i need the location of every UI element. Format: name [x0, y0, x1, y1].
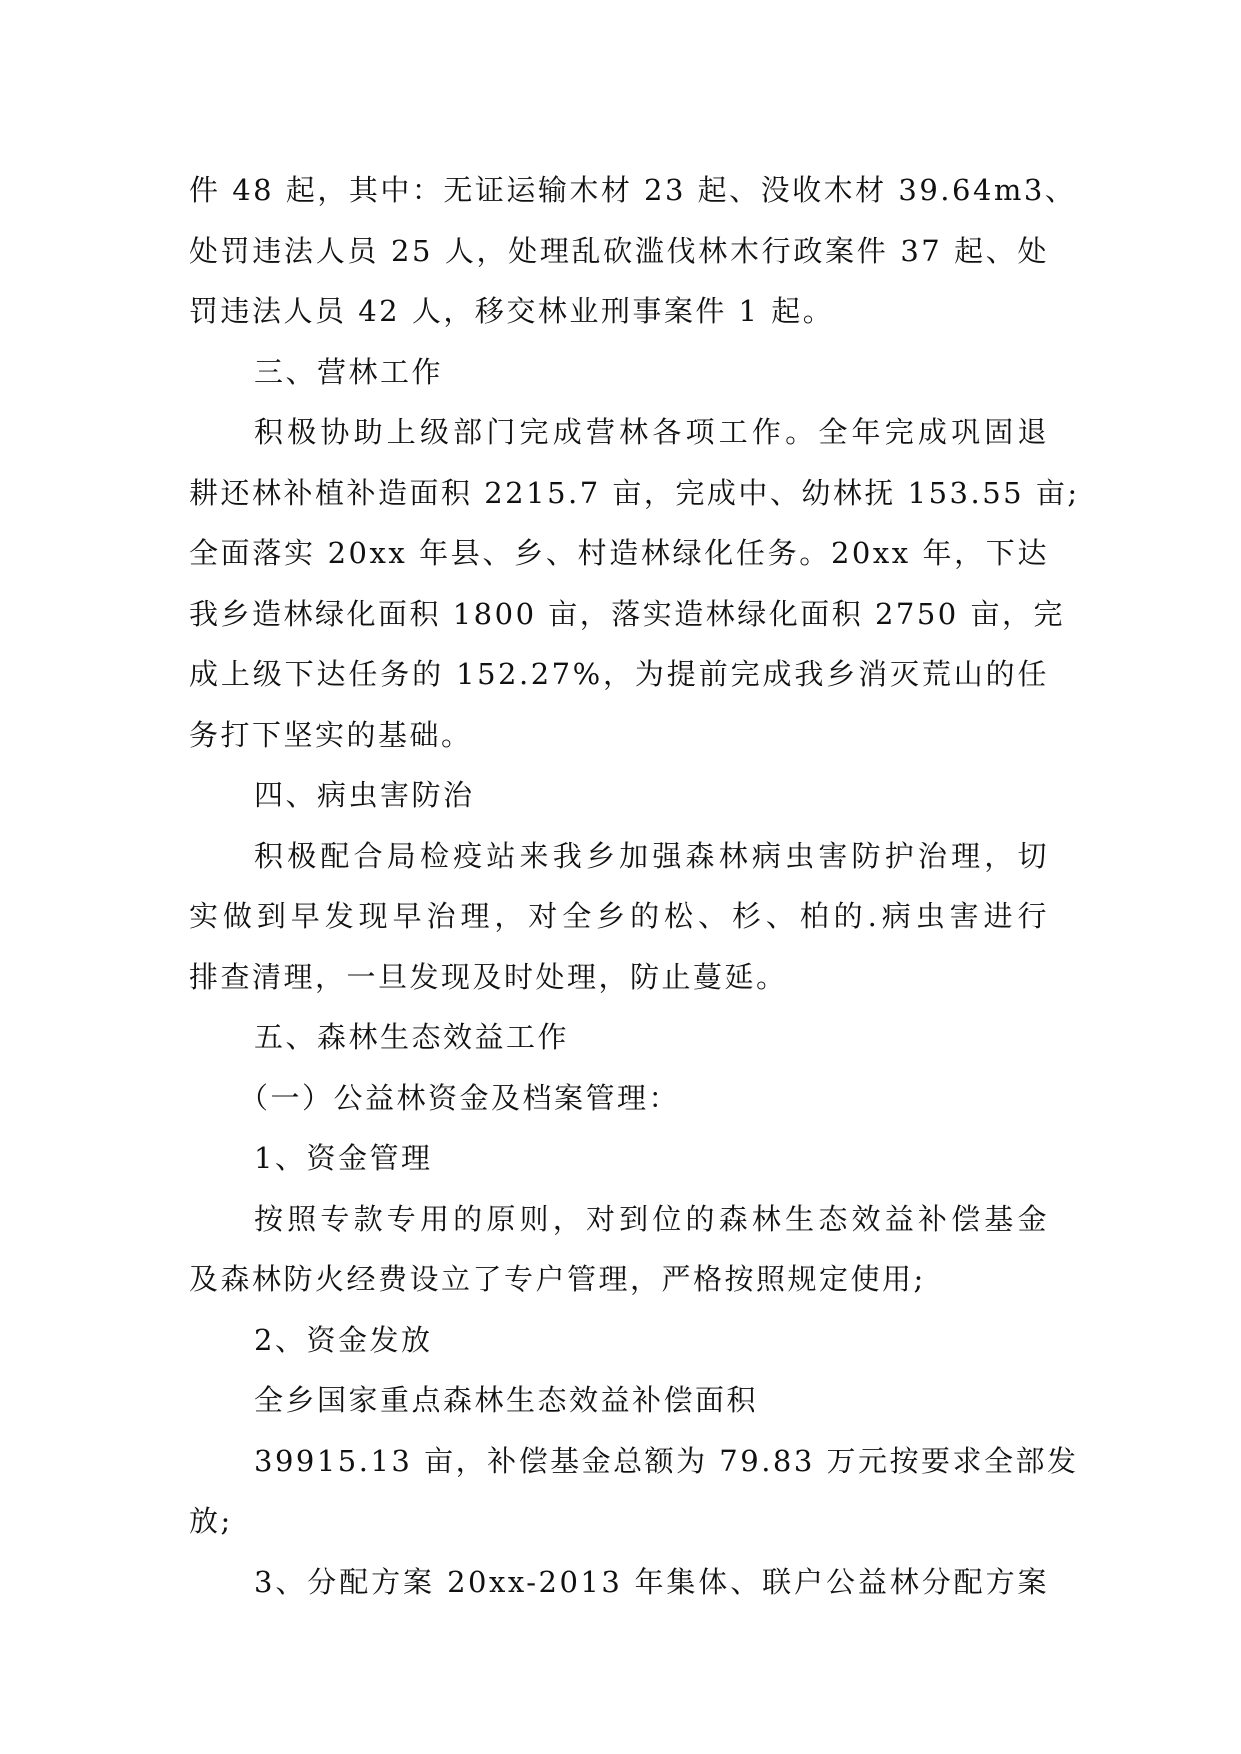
- subsection-heading: （一）公益林资金及档案管理：: [239, 1080, 681, 1115]
- document-body: [189, 160, 1080, 1612]
- text-line: 排查清理，一旦发现及时处理，防止蔓延。: [189, 959, 788, 994]
- item-heading: 1、资金管理: [254, 1141, 433, 1175]
- text-line: 处罚违法人员 25 人，处理乱砍滥伐林木行政案件 37 起、处: [189, 233, 1049, 268]
- section-heading: 四、病虫害防治: [254, 778, 475, 812]
- text-line: 积极配合局检疫站来我乡加强森林病虫害防护治理，切: [254, 838, 1049, 873]
- text-line: 全面落实 20xx 年县、乡、村造林绿化任务。20xx 年，下达: [189, 536, 1049, 570]
- text-line: 39915.13 亩，补偿基金总额为 79.83 万元按要求全部发: [254, 1443, 1079, 1478]
- section-heading: 三、营林工作: [254, 354, 444, 389]
- text-line: 放;: [189, 1504, 233, 1538]
- text-line: 积极协助上级部门完成营林各项工作。全年完成巩固退: [254, 415, 1049, 449]
- text-line: 成上级下达任务的 152.27%，为提前完成我乡消灭荒山的任: [189, 657, 1049, 691]
- text-line: 及森林防火经费设立了专户管理，严格按照规定使用;: [189, 1262, 926, 1296]
- text-line: 我乡造林绿化面积 1800 亩，落实造林绿化面积 2750 亩，完: [189, 596, 1065, 631]
- section-heading: 五、森林生态效益工作: [254, 1020, 570, 1054]
- item-heading: 2、资金发放: [254, 1322, 433, 1357]
- text-line: 罚违法人员 42 人，移交林业刑事案件 1 起。: [189, 294, 835, 328]
- text-line: 件 48 起，其中：无证运输木材 23 起、没收木材 39.64m3、: [189, 173, 1077, 207]
- text-line: 按照专款专用的原则，对到位的森林生态效益补偿基金: [254, 1201, 1049, 1236]
- text-line: 实做到早发现早治理，对全乡的松、杉、柏的.病虫害进行: [189, 899, 1049, 933]
- text-line: 全乡国家重点森林生态效益补偿面积: [254, 1383, 759, 1417]
- text-line: 务打下坚实的基础。: [189, 717, 473, 752]
- text-line: 耕还林补植补造面积 2215.7 亩，完成中、幼林抚 153.55 亩;: [189, 475, 1080, 510]
- item-heading: 3、分配方案 20xx-2013 年集体、联户公益林分配方案: [254, 1564, 1049, 1599]
